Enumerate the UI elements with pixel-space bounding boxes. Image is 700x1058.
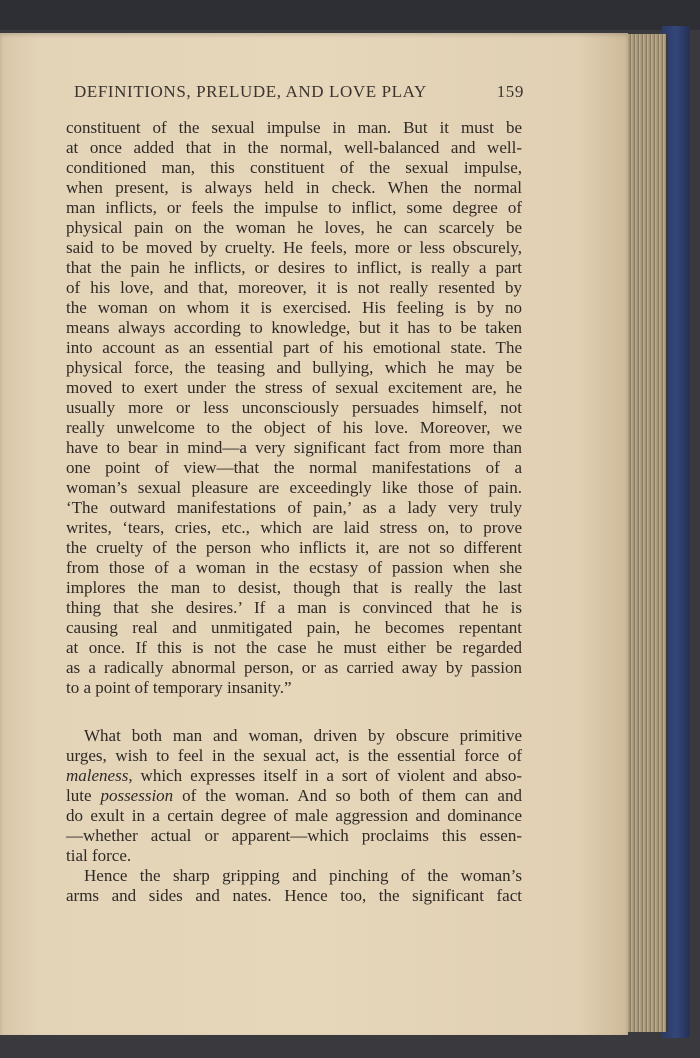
text-line: Hence the sharp gripping and pinching of the woman’s bbox=[84, 866, 522, 885]
page-number: 159 bbox=[496, 82, 524, 101]
text-line: urges, wish to feel in the sexual act, is the essential force of bbox=[66, 746, 522, 765]
text-line: one point of view—that the normal manifestations of a bbox=[66, 458, 522, 477]
emphasis-maleness: maleness, bbox=[66, 766, 133, 785]
running-title: DEFINITIONS, PRELUDE, AND LOVE PLAY bbox=[74, 82, 427, 101]
background bbox=[0, 0, 700, 30]
text-line: ‘The outward manifestations of pain,’ as a lady very truly bbox=[66, 498, 522, 517]
emphasis-possession: possession bbox=[100, 786, 174, 805]
text-line: thing that she desires.’ If a man is convinced that he is bbox=[66, 598, 522, 617]
text-fragment: which expresses itself in a sort of violent and abso- bbox=[132, 766, 522, 785]
text-line: from those of a woman in the ecstasy of passion when she bbox=[66, 558, 522, 577]
text-line: tial force. bbox=[66, 846, 132, 865]
text-line: physical force, the teasing and bullying, which he may be bbox=[66, 358, 522, 377]
text-line: have to bear in mind—a very significant fact from more than bbox=[66, 438, 522, 457]
text-line: usually more or less unconsciously persuades himself, not bbox=[66, 398, 522, 417]
text-line: means always according to knowledge, but it has to be taken bbox=[66, 318, 522, 337]
text-line: writes, ‘tears, cries, etc., which are laid stress on, to prove bbox=[66, 518, 522, 537]
text-line: when present, is always held in check. When the normal bbox=[66, 178, 522, 197]
text-line: moved to exert under the stress of sexual excitement are, he bbox=[66, 378, 522, 397]
text-line: really unwelcome to the object of his love. Moreover, we bbox=[66, 418, 522, 437]
text-line: implores the man to desist, though that is really the last bbox=[66, 578, 522, 597]
text-line: as a radically abnormal person, or as carried away by passion bbox=[66, 658, 522, 677]
paragraph-gap bbox=[66, 698, 522, 726]
text-line: What both man and woman, driven by obscure primitive bbox=[84, 726, 522, 745]
text-fragment: lute bbox=[66, 786, 101, 805]
text-line: at once. If this is not the case he must either be regarded bbox=[66, 638, 522, 657]
text-line: conditioned man, this constituent of the sexual impulse, bbox=[66, 158, 522, 177]
text-line: that the pain he inflicts, or desires to inflict, is really a part bbox=[66, 258, 522, 277]
paragraph-1 bbox=[66, 118, 522, 698]
text-line: of his love, and that, moreover, it is not really resented by bbox=[66, 278, 522, 297]
page-edges bbox=[622, 34, 668, 1032]
text-line: the woman on whom it is exercised. His feeling is by no bbox=[66, 298, 522, 317]
text-line: at once added that in the normal, well-balanced and well- bbox=[66, 138, 522, 157]
text-line: do exult in a certain degree of male aggression and dominance bbox=[66, 806, 522, 825]
text-line: into account as an essential part of his emotional state. The bbox=[66, 338, 522, 357]
text-line: said to be moved by cruelty. He feels, more or less obscurely, bbox=[66, 238, 522, 257]
text-line: arms and sides and nates. Hence too, the significant fact bbox=[66, 886, 522, 905]
paragraph-2 bbox=[66, 726, 522, 866]
text-line bbox=[66, 786, 522, 806]
text-line bbox=[66, 766, 522, 786]
text-line: man inflicts, or feels the impulse to inflict, some degree of bbox=[66, 198, 522, 217]
running-header bbox=[74, 82, 524, 102]
text-line: woman’s sexual pleasure are exceedingly like those of pain. bbox=[66, 478, 522, 497]
text-line: constituent of the sexual impulse in man. But it must be bbox=[66, 118, 522, 137]
text-line: to a point of temporary insanity.” bbox=[66, 678, 292, 697]
text-fragment: of the woman. And so both of them can and bbox=[173, 786, 522, 805]
text-line: the cruelty of the person who inflicts it, are not so different bbox=[66, 538, 522, 557]
text-line: causing real and unmitigated pain, he becomes repentant bbox=[66, 618, 522, 637]
text-line: —whether actual or apparent—which proclaims this essen- bbox=[66, 826, 522, 845]
page-body bbox=[66, 118, 522, 906]
paragraph-3 bbox=[66, 866, 522, 906]
text-line: physical pain on the woman he loves, he can scarcely be bbox=[66, 218, 522, 237]
